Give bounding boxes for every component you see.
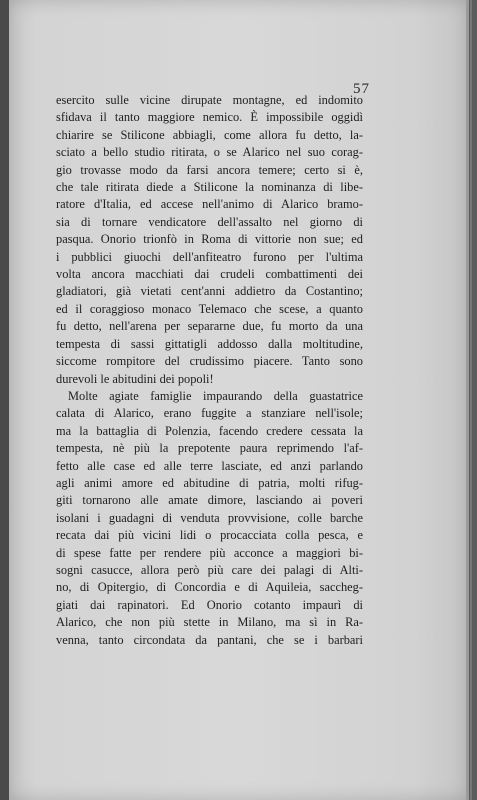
text-line: calata di Alarico, erano fuggite a stanziare nell'isole; [56, 406, 363, 421]
page-edge [466, 0, 469, 800]
text-line: venna, tanto circondata da pantani, che se i barbari [56, 632, 363, 647]
page-number: 57 [353, 81, 370, 97]
text-line: fu detto, nell'arena per separarne due, fu morto da una [56, 319, 363, 334]
text-line: sfidava il tanto maggiore nemico. È impossibile oggidì [56, 110, 363, 125]
text-line: durevoli le abitudini dei popoli! [56, 371, 214, 386]
text-line: Molte agiate famiglie impaurando della guastatrice [68, 388, 363, 403]
text-line: recata dai più vicini lidi o procacciata colla pesca, e [56, 528, 363, 543]
text-line: ratore d'Italia, ed accese nell'animo di Alarico bramo- [56, 197, 363, 212]
text-line: ed il coraggioso monaco Telemaco che scese, a quanto [56, 301, 363, 316]
text-line: sia di tornare vendicatore dell'assalto nel giorno di [56, 214, 363, 229]
text-line: agli animi amore ed abitudine di patria, molti rifug- [56, 475, 363, 490]
text-line: tempesta, nè più la prepotente paura reprimendo l'af- [56, 441, 363, 456]
text-line: di spese fatte per rendere più acconce a maggiori bi- [56, 545, 363, 560]
paragraph-1 [56, 92, 363, 388]
text-line: pasqua. Onorio trionfò in Roma di vittorie non sue; ed [56, 232, 363, 247]
text-line: fetto alle case ed alle terre lasciate, ed anzi parlando [56, 458, 363, 473]
text-line: tempesta di sassi gittatigli addosso dalla moltitudine, [56, 336, 363, 351]
text-line: giati dai rapinatori. Ed Onorio cotanto impaurì di [56, 597, 363, 612]
text-line: isolani i guadagni di venduta provvisione, colle barche [56, 510, 363, 525]
text-line: sogni casucce, allora però più care dei palagi di Alti- [56, 562, 363, 577]
paragraph-2 [56, 388, 363, 649]
text-line: chiarire se Stilicone abbiagli, come allora fu detto, la- [56, 127, 363, 142]
text-line: gio trovasse modo da farsi ancora temere; certo si è, [56, 162, 363, 177]
text-line: volta ancora macchiati dai crudeli combattimenti dei [56, 267, 363, 282]
text-line: siccome rompitore del crudissimo piacere. Tanto sono [56, 354, 363, 369]
text-line: ma la battaglia di Polenzia, facendo credere cessata la [56, 423, 363, 438]
text-line: esercito sulle vicine dirupate montagne, ed indomito [56, 93, 363, 107]
text-line: sciato a bello studio ritirata, o se Alarico nel suo corag- [56, 145, 363, 160]
text-line: i pubblici giuochi dell'anfiteatro furono per l'ultima [56, 249, 363, 264]
scan-left-margin [0, 0, 9, 800]
text-line: no, di Opitergio, di Concordia e di Aquileia, saccheg- [56, 580, 363, 595]
body-text [56, 92, 363, 649]
text-line: che tale ritirata diede a Stilicone la nominanza di libe- [56, 180, 363, 195]
text-line: gladiatori, già vietati cent'anni addietro da Costantino; [56, 284, 363, 299]
text-line: giti tornarono alle amate dimore, lasciando ai poveri [56, 493, 363, 508]
text-line: Alarico, che non più stette in Milano, ma sì in Ra- [56, 615, 363, 630]
page-edge-shadow [470, 0, 472, 800]
